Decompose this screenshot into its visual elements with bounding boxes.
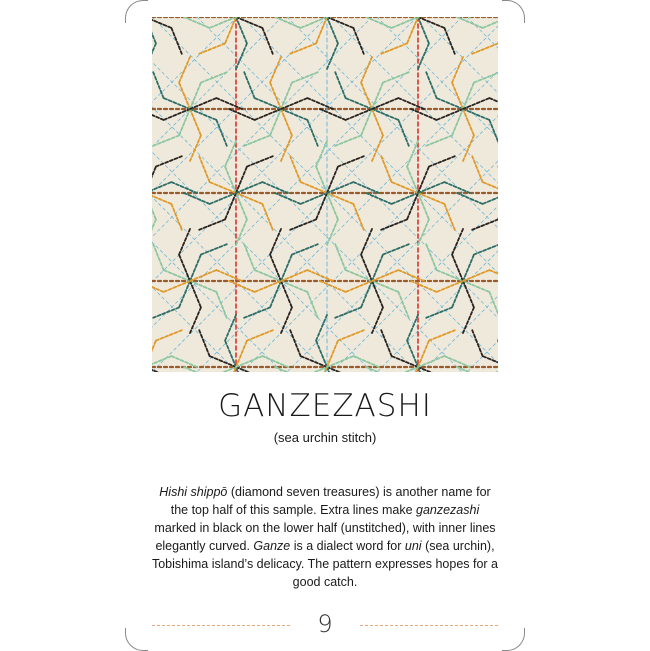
description-text: (sea urchin), Tobishima island’s delicacy. The pattern expresses hopes for a good catch. [151,539,499,589]
stitch-sample-image [152,17,498,372]
description-text: marked in black on the lower half (unstitched), with inner lines elegantly curved. [154,521,496,553]
card-subtitle: (sea urchin stitch) [273,430,377,445]
card-description [150,483,500,591]
card-title: GANZEZASHI [218,388,432,424]
description-text: is a dialect word for [290,539,405,553]
term-ganze: Ganze [253,539,291,553]
footer-divider-right [360,625,498,626]
footer-divider-left [152,625,290,626]
stitch-pattern-svg [152,17,498,372]
term-hishi-shippo: Hishi shippō [159,485,228,499]
term-ganzezashi: ganzezashi [416,503,480,517]
description-text: (diamond seven treasures) is another name for the top half of this sample. Extra lines make [170,485,491,517]
term-uni: uni [404,539,422,553]
page-number: 9 [317,610,333,638]
